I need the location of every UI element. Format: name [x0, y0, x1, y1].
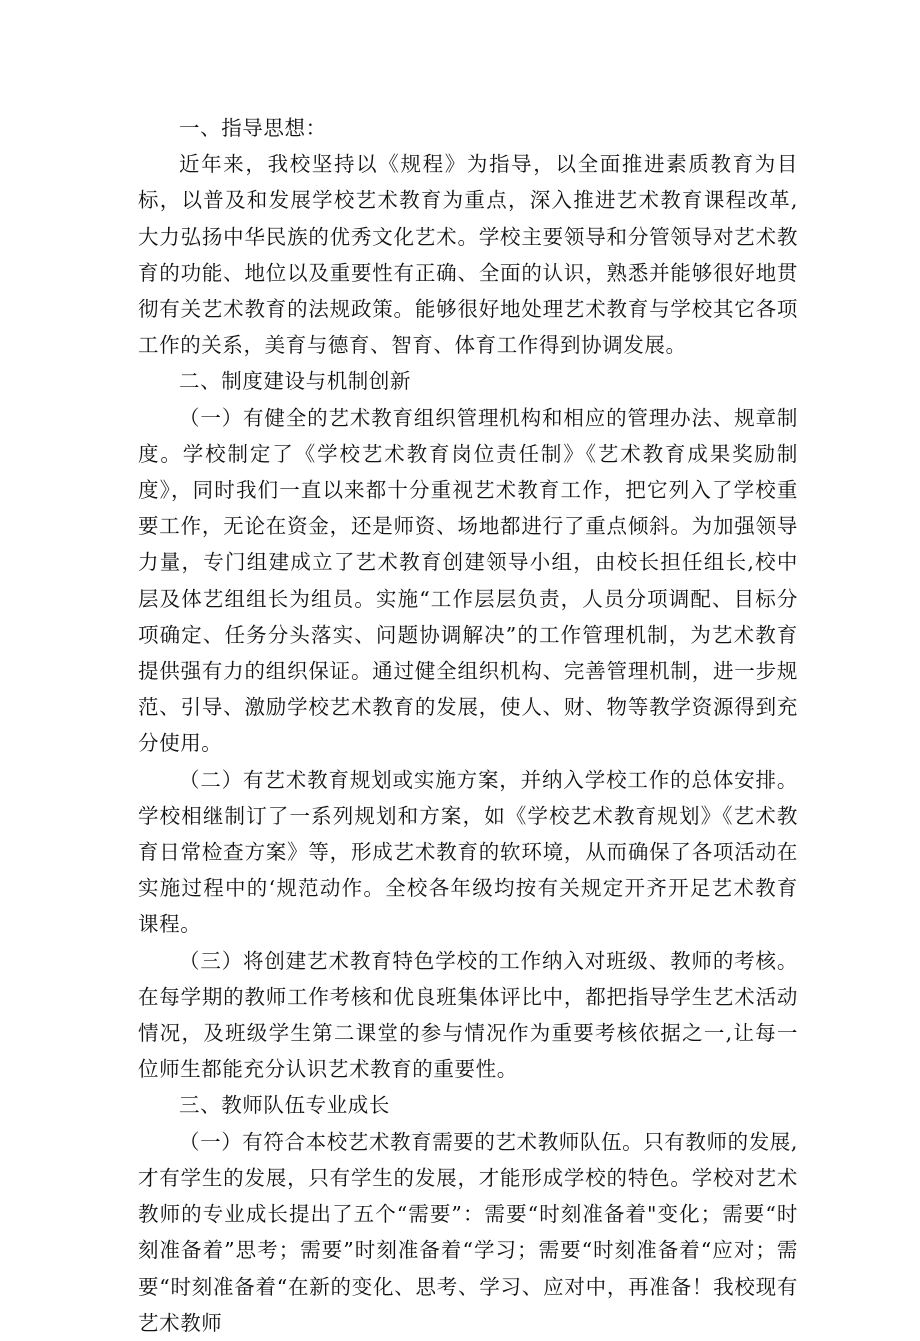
- paragraph-guiding-ideology: 近年来，我校坚持以《规程》为指导，以全面推进素质教育为目标，以普及和发展学校艺术教育为重点，深入推进艺术教育课程改革,大力弘扬中华民族的优秀文化艺术。学校主要领导和分管领导对艺术教育的功能、地位以及重要性有正确、全面的认识，熟悉并能够很好地贯彻有关艺术教育的法规政策。能够很好地处理艺术教育与学校其它各项工作的关系，美育与德育、智育、体育工作得到协调发展。: [138, 152, 798, 358]
- paragraph-teacher-team: （一）有符合本校艺术教育需要的艺术教师队伍。只有教师的发展,才有学生的发展，只有学生的发展，才能形成学校的特色。学校对艺术教师的专业成长提出了五个“需要”：需要“时刻准备着"变化；需要“时刻准备着”思考；需要”时刻准备着“学习；需要“时刻准备着“应对；需要“时刻准备着“在新的变化、思考、学习、应对中，再准备！我校现有艺术教师: [138, 1129, 799, 1335]
- paragraph-management-structure: （一）有健全的艺术教育组织管理机构和相应的管理办法、规章制度。学校制定了《学校艺术教育岗位责任制》《艺术教育成果奖励制度》，同时我们一直以来都十分重视艺术教育工作，把它列入了学校重要工作，无论在资金，还是师资、场地都进行了重点倾斜。为加强领导力量，专门组建成立了艺术教育创建领导小组，由校长担任组长,校中层及体艺组组长为组员。实施“工作层层负责，人员分项调配、目标分项确定、任务分头落实、问题协调解决”的工作管理机制，为艺术教育提供强有力的组织保证。通过健全组织机构、完善管理机制，进一步规范、引导、激励学校艺术教育的发展，使人、财、物等教学资源得到充分使用。: [138, 405, 798, 756]
- section-heading-system-building: 二、制度建设与机制创新: [179, 369, 412, 394]
- paragraph-assessment: （三）将创建艺术教育特色学校的工作纳入对班级、教师的考核。在每学期的教师工作考核和优良班集体评比中，都把指导学生艺术活动情况，及班级学生第二课堂的参与情况作为重要考核依据之一,让每一位师生都能充分认识艺术教育的重要性。: [138, 948, 798, 1082]
- section-heading-teacher-growth: 三、教师队伍专业成长: [179, 1093, 390, 1118]
- document-body: [138, 110, 798, 1341]
- paragraph-planning: （二）有艺术教育规划或实施方案，并纳入学校工作的总体安排。学校相继制订了一系列规划和方案，如《学校艺术教育规划》《艺术教育日常检查方案》等，形成艺术教育的软环境，从而确保了各项活动在实施过程中的‘规范动作。全校各年级均按有关规定开齐开足艺术教育课程。: [138, 767, 798, 937]
- section-heading-guiding-ideology: 一、指导思想：: [179, 116, 327, 140]
